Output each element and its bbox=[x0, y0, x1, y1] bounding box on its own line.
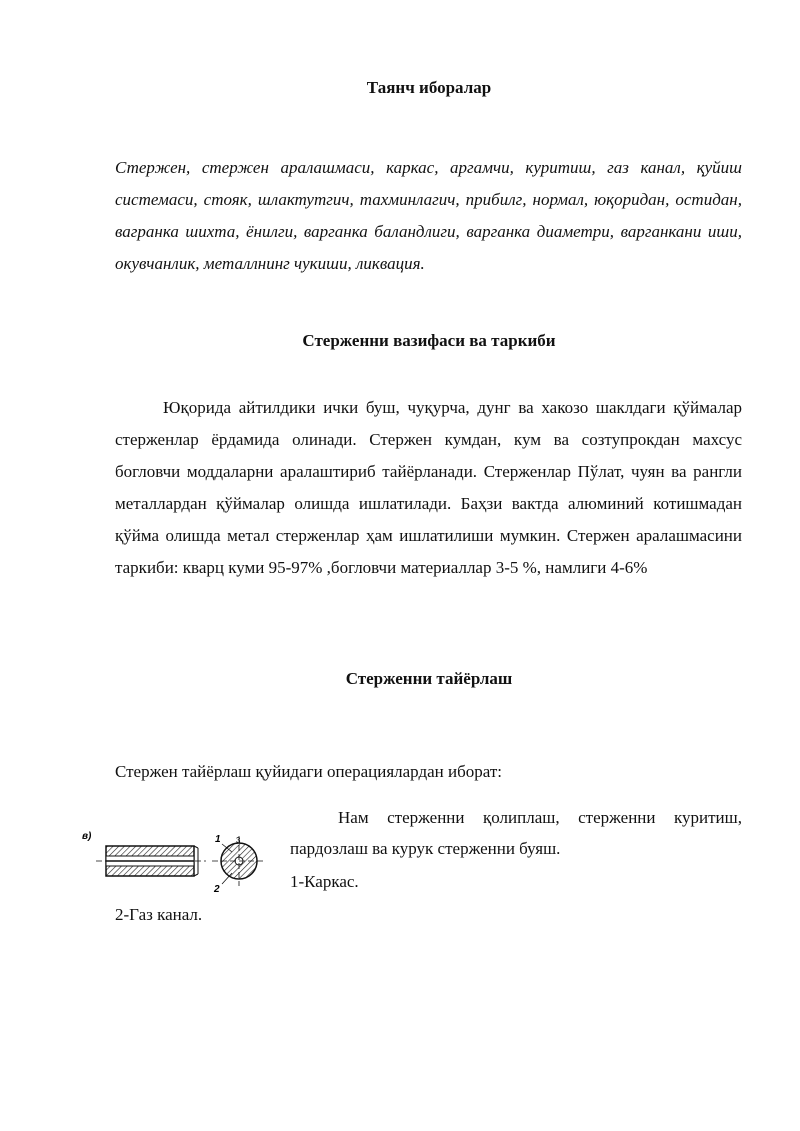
purpose-paragraph: Юқорида айтилдики ички буш, чуқурча, дунг ва хакозо шаклдаги қўймалар стерженлар ёрдамида олинади. Стержен кумдан, кум ва созтупрокдан махсус богловчи моддаларни аралаштириб тайёрланади. Стерженлар Пўлат, чуян ва рангли металлардан қўймалар олишда ишлатилади. Баҳзи вактда алюминий котишмадан қўйма олишда метал стерженлар ҳам ишлатилиши мумкин. Стержен аралашмасини таркиби: кварц куми 95-97% ,богловчи материаллар 3-5 %, намлиги 4-6% bbox=[115, 398, 742, 577]
caption-frame: 1-Каркас. bbox=[290, 872, 359, 891]
caption-gas-channel: 2-Газ канал. bbox=[115, 905, 203, 924]
core-side-view bbox=[96, 846, 206, 876]
heading-purpose: Стерженни вазифаси ва таркиби bbox=[302, 331, 556, 350]
heading-preparation: Стерженни тайёрлаш bbox=[345, 669, 513, 688]
figure-label-2: 2 bbox=[214, 884, 220, 895]
keywords-paragraph: Стержен, стержен аралашмаси, каркас, аргамчи, куритиш, газ канал, қуйиш системаси, стояк, шлактутгич, тахминлагич, прибилг, нормал, юқоридан, остидан, вагранка шихта, ёнилги, варганка баландлиги, варганка диаметри, варганкани иши, окувчанлик, металлнинг чукиши, ликвация. bbox=[115, 158, 742, 273]
heading-key-terms: Таянч иборалар bbox=[366, 78, 492, 97]
figure-panel-letter: в) bbox=[82, 831, 92, 842]
core-drawing bbox=[82, 826, 282, 896]
operations-text: Нам стерженни қолиплаш, стерженни куритиш, пардозлаш ва курук стерженни буяш. bbox=[290, 808, 742, 858]
figure-label-1: 1 bbox=[215, 834, 221, 845]
operations-intro: Стержен тайёрлаш қуйидаги операциялардан иборат: bbox=[115, 762, 502, 781]
figure-label-3: 3 bbox=[236, 836, 241, 845]
